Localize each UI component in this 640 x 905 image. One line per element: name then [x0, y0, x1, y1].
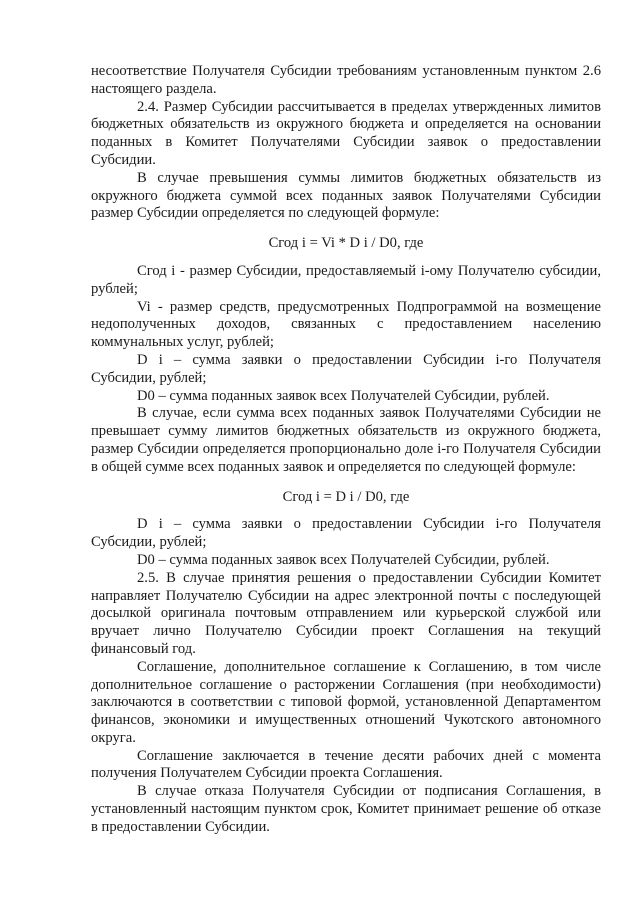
definition-vi: Vi - размер средств, предусмотренных Подпрограммой на возмещение недополученных доходов, связанных с предоставлением населению коммунальных услуг, рублей;: [91, 298, 601, 351]
definition-d0: D0 – сумма поданных заявок всех Получателей Субсидии, рублей.: [137, 387, 550, 404]
formula-1: Сгод i = Vi * D i / D0, где: [268, 235, 424, 252]
document-body: [91, 63, 601, 837]
paragraph-limit-not-exceeded: В случае, если сумма всех поданных заявок Получателями Субсидии не превышает сумму лимитов бюджетных обязательств из окружного бюджета, размер Субсидии определяется пропорционально доле i-го Получателя Субсидии в общей сумме всех поданных заявок и определяется по следующей формуле:: [91, 405, 601, 475]
definition-di: D i – сумма заявки о предоставлении Субсидии i-го Получателя Субсидии, рублей;: [91, 351, 601, 386]
paragraph-limit-exceeded: В случае превышения суммы лимитов бюджетных обязательств из окружного бюджета суммой всех поданных заявок Получателями Субсидии размер Субсидии определяется по следующей формуле:: [91, 169, 601, 222]
paragraph-refusal: В случае отказа Получателя Субсидии от подписания Соглашения, в установленный настоящим пунктом срок, Комитет принимает решение об отказе в предоставлении Субсидии.: [91, 783, 601, 835]
paragraph-agreement-term: Соглашение заключается в течение десяти рабочих дней с момента получения Получателем Субсидии проекта Соглашения.: [91, 747, 601, 782]
definition-cgod: Сгод i - размер Субсидии, предоставляемый i-ому Получателю субсидии, рублей;: [91, 262, 601, 297]
paragraph-continuation: несоответствие Получателя Субсидии требованиям установленным пунктом 2.6 настоящего раздела.: [91, 63, 601, 97]
paragraph-2-5: 2.5. В случае принятия решения о предоставлении Субсидии Комитет направляет Получателю Субсидии на адрес электронной почты с последующей досылкой оригинала почтовым отправлением или курьерской службой или вручает лично Получателю Субсидии проект Соглашения на текущий финансовый год.: [91, 569, 601, 657]
definition-d0-2: D0 – сумма поданных заявок всех Получателей Субсидии, рублей.: [137, 551, 550, 568]
paragraph-agreement: Соглашение, дополнительное соглашение к Соглашению, в том числе дополнительное соглашение о расторжении Соглашения (при необходимости) заключаются в соответствии с типовой формой, установленной Департаментом финансов, экономики и имущественных отношений Чукотского автономного округа.: [91, 658, 601, 746]
formula-2: Сгод i = D i / D0, где: [282, 488, 410, 505]
paragraph-2-4: 2.4. Размер Субсидии рассчитывается в пределах утвержденных лимитов бюджетных обязательств из окружного бюджета и определяется на основании поданных в Комитет Получателями Субсидии заявок о предоставлении Субсидии.: [91, 98, 601, 168]
definition-di-2: D i – сумма заявки о предоставлении Субсидии i-го Получателя Субсидии, рублей;: [91, 516, 601, 551]
